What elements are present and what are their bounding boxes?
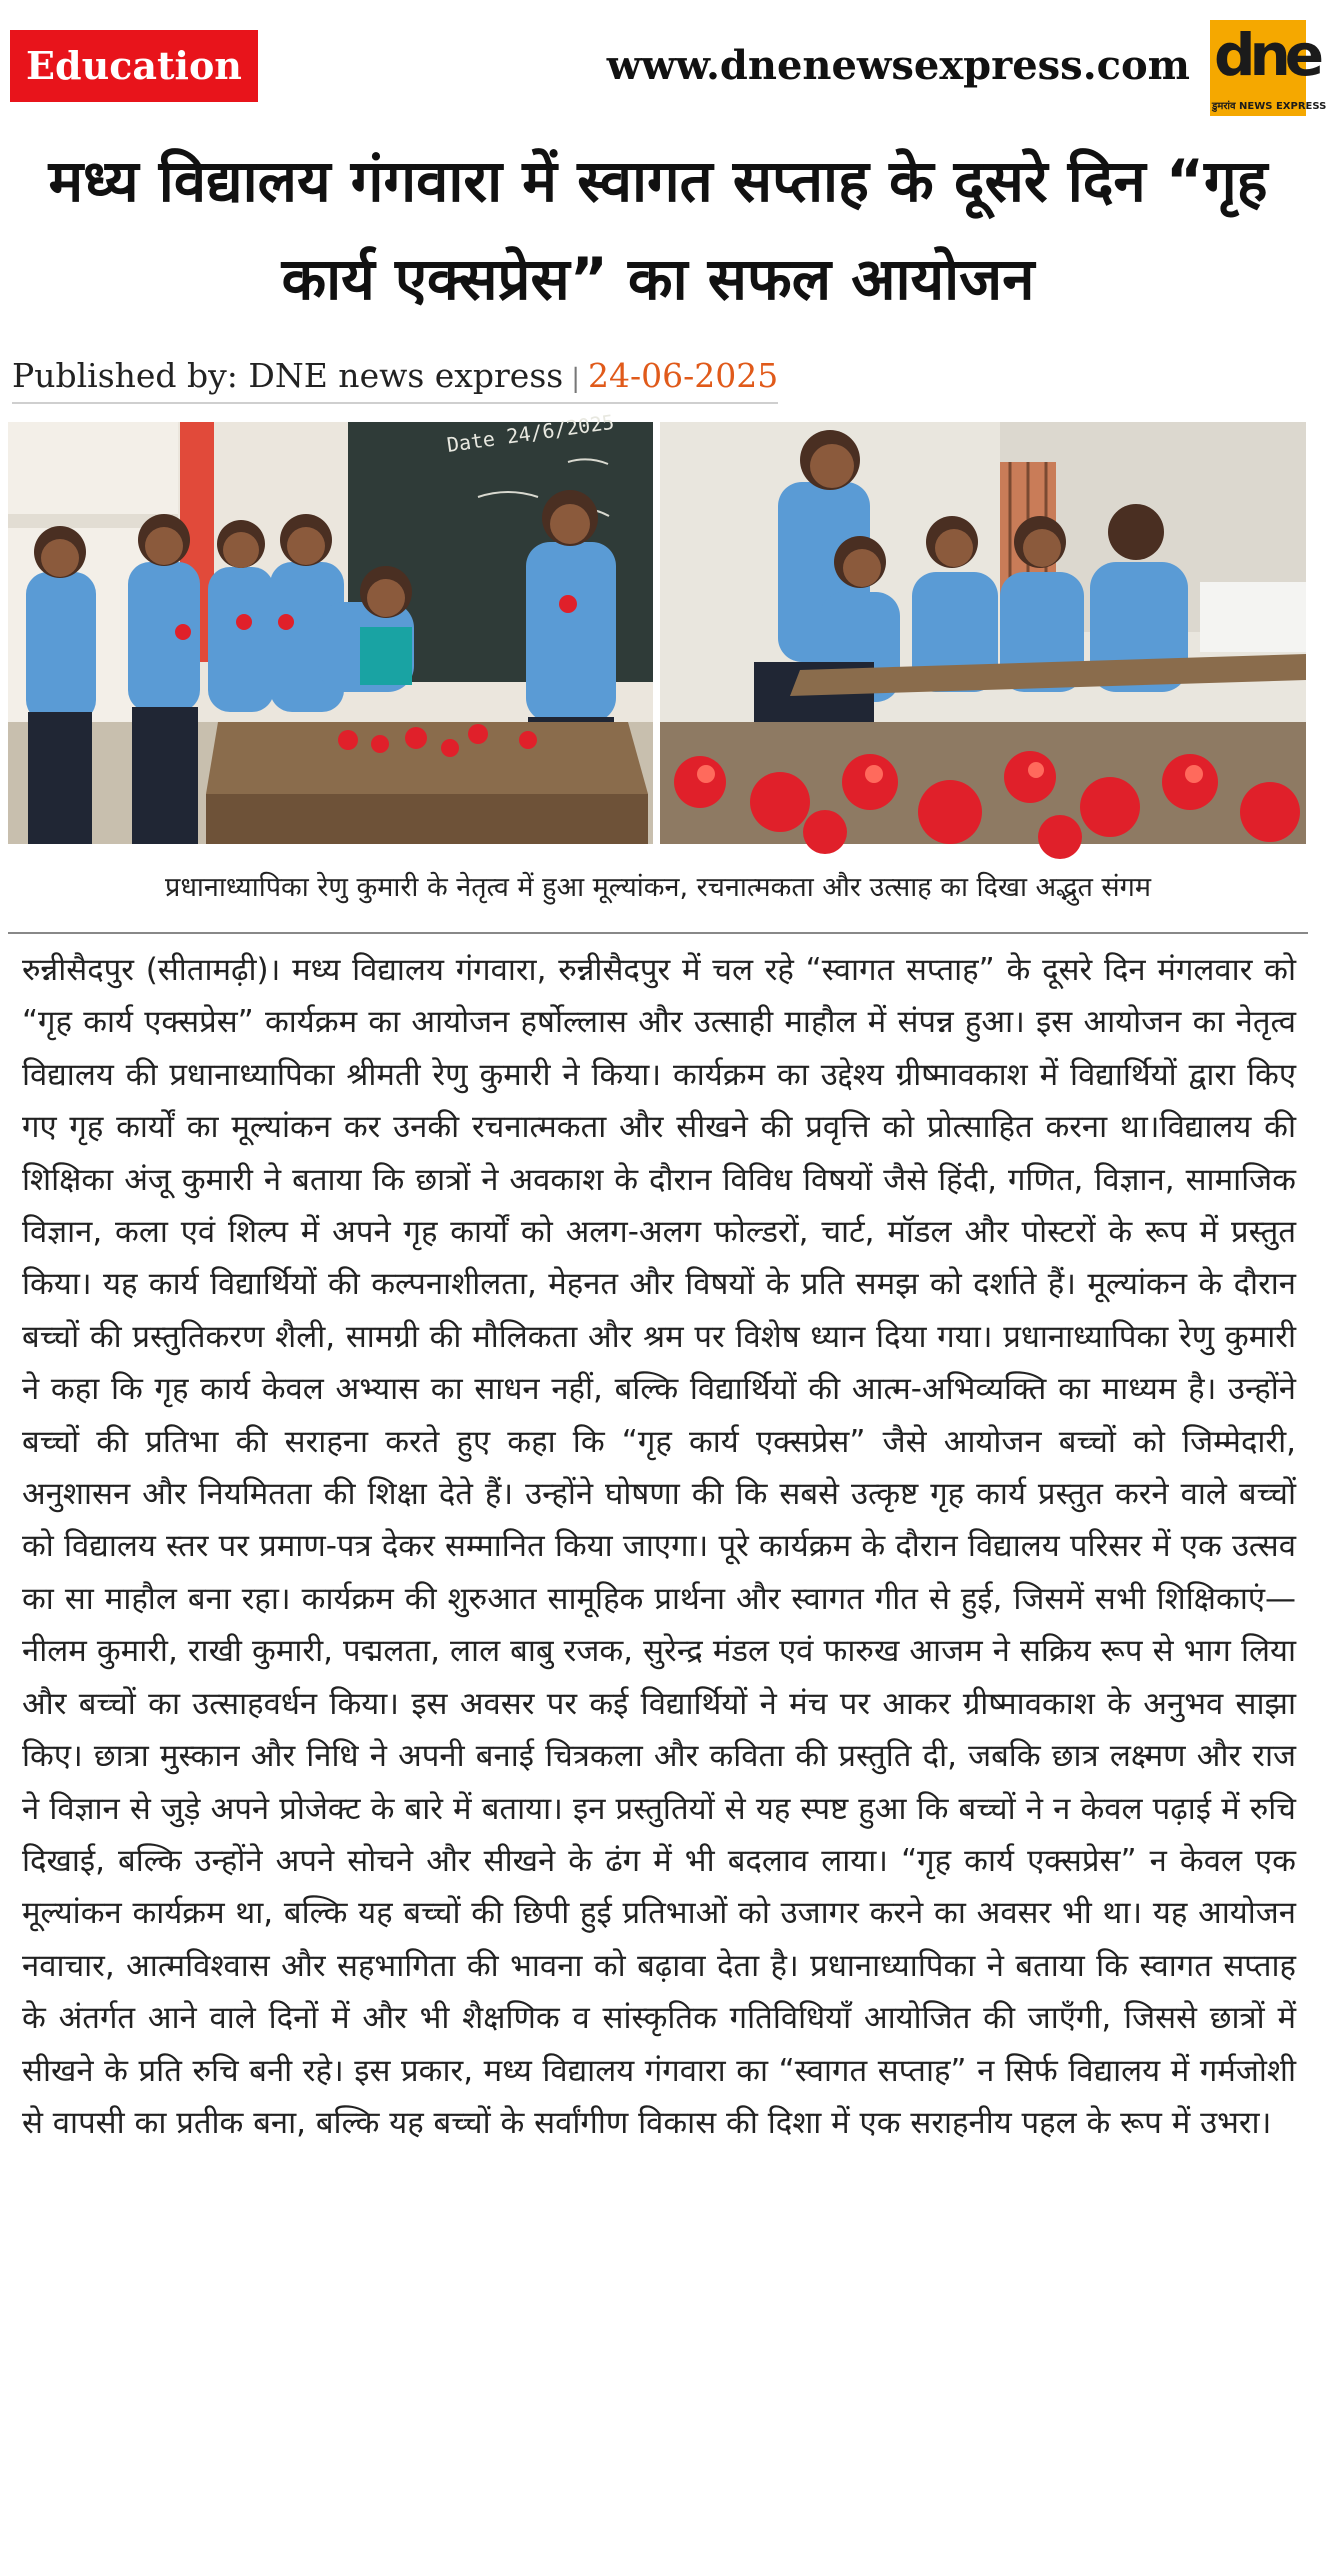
publisher-name: Published by: DNE news express: [12, 356, 564, 395]
photo-students-flowers-illustration: [660, 422, 1306, 844]
byline-separator: |: [571, 364, 580, 394]
logo-mark: dne: [1214, 21, 1319, 89]
logo-subtext: डुमरांव NEWS EXPRESS: [1212, 101, 1326, 112]
photo-classroom-group: [8, 409, 653, 844]
masthead: [0, 0, 1326, 130]
photo-classroom-group-illustration: [8, 409, 653, 844]
article-headline: मध्य विद्यालय गंगवारा में स्वागत सप्ताह के दूसरे दिन “गृह कार्य एक्सप्रेस” का सफल आयोजन: [48, 147, 1268, 313]
photo-students-flowers: [660, 422, 1306, 844]
brand-logo[interactable]: [1210, 20, 1326, 116]
site-url[interactable]: www.dnenewsexpress.com: [606, 42, 1190, 89]
byline: [12, 350, 778, 404]
publish-date: 24-06-2025: [587, 356, 779, 395]
blackboard-date: Date 24/6/2025: [445, 409, 616, 457]
photo-caption: प्रधानाध्यापिका रेणु कुमारी के नेतृत्व में हुआ मूल्यांकन, रचनात्मकता और उत्साह का दिखा अद्भुत संगम: [164, 872, 1152, 903]
section-label[interactable]: Education: [10, 30, 258, 102]
section-divider: [8, 932, 1308, 934]
article-body: रुन्नीसैदपुर (सीतामढ़ी)। मध्य विद्यालय गंगवारा, रुन्नीसैदपुर में चल रहे “स्वागत सप्ताह” के दूसरे दिन मंगलवार को “गृह कार्य एक्सप्रेस” कार्यक्रम का आयोजन हर्षोल्लास और उत्साही माहौल में संपन्न हुआ। इस आयोजन का नेतृत्व विद्यालय की प्रधानाध्यापिका श्रीमती रेणु कुमारी ने किया। कार्यक्रम का उद्देश्य ग्रीष्मावकाश में विद्यार्थियों द्वारा किए गए गृह कार्यों का मूल्यांकन कर उनकी रचनात्मकता और सीखने की प्रवृत्ति को प्रोत्साहित करना था।विद्यालय की शिक्षिका अंजू कुमारी ने बताया कि छात्रों ने अवकाश के दौरान विविध विषयों जैसे हिंदी, गणित, विज्ञान, सामाजिक विज्ञान, कला एवं शिल्प में अपने गृह कार्यों को अलग-अलग फोल्डरों, चार्ट, मॉडल और पोस्टरों के रूप में प्रस्तुत किया। यह कार्य विद्यार्थियों की कल्पनाशीलता, मेहनत और विषयों के प्रति समझ को दर्शाते हैं। मूल्यांकन के दौरान बच्चों की प्रस्तुतिकरण शैली, सामग्री की मौलिकता और श्रम पर विशेष ध्यान दिया गया। प्रधानाध्यापिका रेणु कुमारी ने कहा कि गृह कार्य केवल अभ्यास का साधन नहीं, बल्कि विद्यार्थियों की आत्म-अभिव्यक्ति का माध्यम है। उन्होंने बच्चों की प्रतिभा की सराहना करते हुए कहा कि “गृह कार्य एक्सप्रेस” जैसे आयोजन बच्चों को जिम्मेदारी, अनुशासन और नियमितता की शिक्षा देते हैं। उन्होंने घोषणा की कि सबसे उत्कृष्ट गृह कार्य प्रस्तुत करने वाले बच्चों को विद्यालय स्तर पर प्रमाण-पत्र देकर सम्मानित किया जाएगा। पूरे कार्यक्रम के दौरान विद्यालय परिसर में एक उत्सव का सा माहौल बना रहा। कार्यक्रम की शुरुआत सामूहिक प्रार्थना और स्वागत गीत से हुई, जिसमें सभी शिक्षिकाएं—नीलम कुमारी, राखी कुमारी, पद्मलता, लाल बाबु रजक, सुरेन्द्र मंडल एवं फारुख आजम ने सक्रिय रूप से भाग लिया और बच्चों का उत्साहवर्धन किया। इस अवसर पर कई विद्यार्थियों ने मंच पर आकर ग्रीष्मावकाश के अनुभव साझा किए। छात्रा मुस्कान और निधि ने अपनी बनाई चित्रकला और कविता की प्रस्तुति दी, जबकि छात्र लक्ष्मण और राज ने विज्ञान से जुड़े अपने प्रोजेक्ट के बारे में बताया। इन प्रस्तुतियों से यह स्पष्ट हुआ कि बच्चों ने न केवल पढ़ाई में रुचि दिखाई, बल्कि उन्होंने अपने सोचने और सीखने के ढंग में भी बदलाव लाया। “गृह कार्य एक्सप्रेस” न केवल एक मूल्यांकन कार्यक्रम था, बल्कि यह बच्चों की छिपी हुई प्रतिभाओं को उजागर करने का अवसर भी था। यह आयोजन नवाचार, आत्मविश्वास और सहभागिता की भावना को बढ़ावा देता है। प्रधानाध्यापिका ने बताया कि स्वागत सप्ताह के अंतर्गत आने वाले दिनों में और भी शैक्षणिक व सांस्कृतिक गतिविधियाँ आयोजित की जाएँगी, जिससे छात्रों में सीखने के प्रति रुचि बनी रहे। इस प्रकार, मध्य विद्यालय गंगवारा का “स्वागत सप्ताह” न सिर्फ विद्यालय में गर्मजोशी से वापसी का प्रतीक बना, बल्कि यह बच्चों के सर्वांगीण विकास की दिशा में एक सराहनीय पहल के रूप में उभरा।: [22, 952, 1296, 2141]
